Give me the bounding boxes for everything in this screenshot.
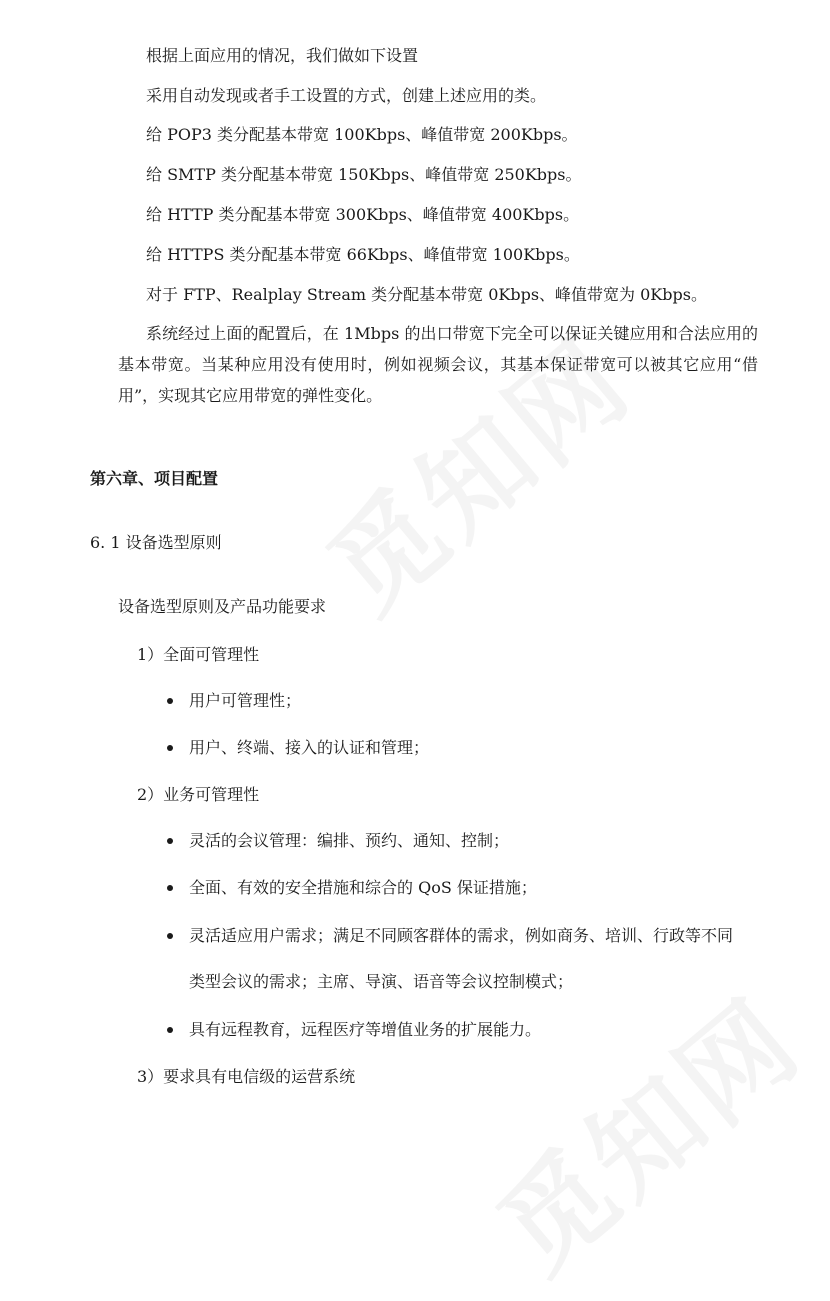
list-item: 用户可管理性； [189, 691, 302, 710]
intro-line: 给 SMTP 类分配基本带宽 150Kbps、峰值带宽 250Kbps。 [146, 165, 582, 184]
section-intro: 设备选型原则及产品功能要求 [118, 597, 327, 616]
bullet-icon [167, 698, 173, 704]
intro-line: 根据上面应用的情况，我们做如下设置 [146, 46, 419, 65]
intro-line: 对于 FTP、Realplay Stream 类分配基本带宽 0Kbps、峰值带宽为 0Kbps。 [146, 285, 707, 304]
watermark [460, 957, 828, 1301]
list-item-label: 1）全面可管理性 [137, 645, 260, 664]
intro-line: 给 POP3 类分配基本带宽 100Kbps、峰值带宽 200Kbps。 [146, 125, 578, 144]
list-item: 全面、有效的安全措施和综合的 QoS 保证措施； [189, 878, 537, 897]
bullet-icon [167, 745, 173, 751]
bullet-icon [167, 933, 173, 939]
bullet-icon [167, 885, 173, 891]
section-title: 6. 1 设备选型原则 [90, 533, 222, 552]
chapter-title: 第六章、项目配置 [90, 469, 219, 488]
list-item: 具有远程教育，远程医疗等增值业务的扩展能力。 [189, 1020, 542, 1039]
list-item: 灵活适应用户需求；满足不同顾客群体的需求，例如商务、培训、行政等不同 [189, 926, 734, 945]
bullet-icon [167, 1027, 173, 1033]
intro-line: 给 HTTP 类分配基本带宽 300Kbps、峰值带宽 400Kbps。 [146, 205, 580, 224]
list-item-label: 3）要求具有电信级的运营系统 [137, 1067, 356, 1086]
list-item-label: 2）业务可管理性 [137, 785, 260, 804]
list-item-continuation: 类型会议的需求；主席、导演、语音等会议控制模式； [189, 972, 574, 991]
intro-line: 给 HTTPS 类分配基本带宽 66Kbps、峰值带宽 100Kbps。 [146, 245, 580, 264]
intro-line: 采用自动发现或者手工设置的方式，创建上述应用的类。 [146, 86, 547, 105]
summary-paragraph: 系统经过上面的配置后，在 1Mbps 的出口带宽下完全可以保证关键应用和合法应用的基本带宽。当某种应用没有使用时，例如视频会议，其基本保证带宽可以被其它应用“借用”，实现其它应用带宽的弹性变化。 [118, 324, 758, 405]
list-item: 用户、终端、接入的认证和管理； [189, 738, 430, 757]
list-item: 灵活的会议管理：编排、预约、通知、控制； [189, 831, 510, 850]
bullet-icon [167, 838, 173, 844]
